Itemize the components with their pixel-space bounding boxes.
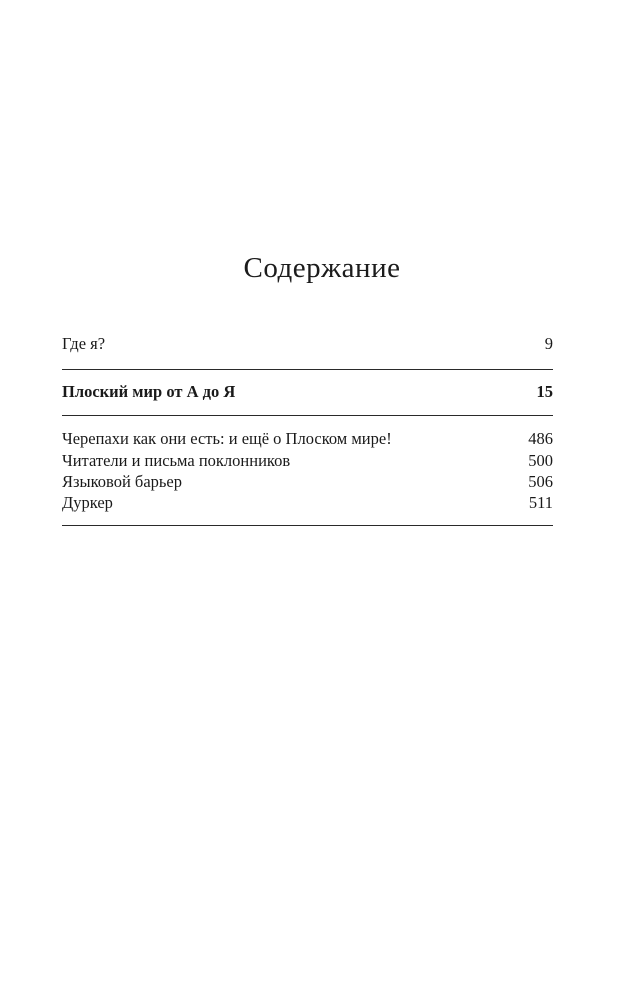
page-title: Содержание [243, 252, 401, 284]
toc-entry-title: Плоский мир от А до Я [62, 382, 236, 401]
toc-entry [62, 428, 553, 450]
toc-entry-page: 500 [528, 451, 553, 470]
section-divider [62, 525, 553, 526]
toc-entry [62, 450, 553, 472]
toc-entry [62, 471, 553, 493]
toc-entry-page: 9 [544, 334, 553, 353]
toc-entry-page: 486 [528, 429, 553, 448]
toc-entry-title: Черепахи как они есть: и ещё о Плоском мире! [62, 429, 392, 448]
toc-entry-title: Где я? [62, 334, 106, 353]
section-divider [62, 415, 553, 416]
toc-entry [62, 492, 553, 514]
toc-entry-page: 511 [528, 493, 553, 512]
toc-entry-title: Языковой барьер [62, 472, 182, 491]
toc-entry-title: Дуркер [62, 493, 113, 512]
section-divider [62, 369, 553, 370]
toc-entry-page: 506 [528, 472, 553, 491]
toc-entry-page: 15 [536, 382, 553, 401]
toc-entry-title: Читатели и письма поклонников [62, 451, 291, 470]
toc-entry [62, 381, 553, 403]
toc-entry [62, 333, 553, 355]
